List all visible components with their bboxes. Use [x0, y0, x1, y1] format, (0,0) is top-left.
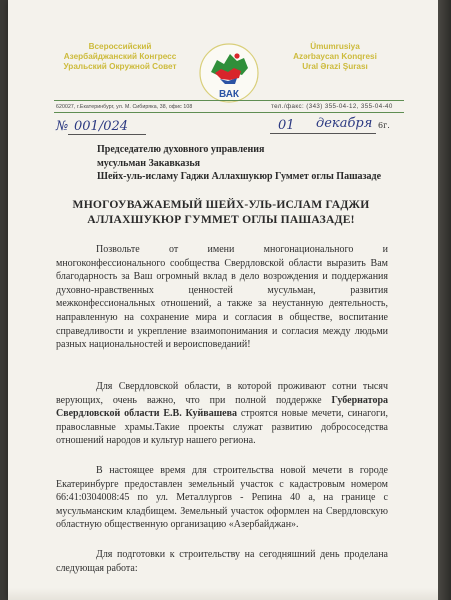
addressee-block	[97, 143, 381, 184]
ref-number: 001/024	[74, 119, 129, 134]
paragraph-1	[56, 243, 388, 352]
org-line: Azərbaycan Konqresi	[293, 52, 377, 61]
page-bottom-fade	[8, 588, 438, 600]
paragraph-2-end: строятся новые мечети, синагоги, православные храмы.Такие проекты служат развитию добрососедства отношений народов и культур нашего региона.	[56, 408, 388, 447]
org-line: Азербайджанский Конгресс	[63, 52, 177, 61]
addressee-line: Шейх-уль-исламу Гаджи Аллахшукюр Гуммет оглы Пашазаде	[97, 171, 382, 182]
ref-number-line	[68, 134, 146, 135]
congress-logo-icon	[197, 42, 261, 104]
date-year: 6г.	[378, 121, 390, 130]
date-line	[270, 133, 376, 134]
letter-page	[8, 0, 438, 600]
salutation-title: МНОГОУВАЖАЕМЫЙ ШЕЙХ-УЛЬ-ИСЛАМ ГАДЖИ АЛЛАХШУКЮР ГУММЕТ ОГЛЫ ПАШАЗАДЕ!	[72, 198, 370, 226]
date-month: декабря	[316, 116, 373, 131]
paragraph-2-start: Для Свердловской области, в которой проживают сотни тысяч верующих, очень важно, что при полной поддержке	[56, 381, 388, 406]
org-phone: тел./факс: (343) 355-04-12, 355-04-40	[271, 103, 393, 110]
logo-text: ВАК	[218, 89, 240, 100]
governor-name: Губернатора Свердловской области Е.В. Куйвашева	[56, 394, 388, 420]
org-line: Уральский Окружной Совет	[63, 62, 177, 71]
header-rule-bottom	[54, 112, 404, 113]
paragraph-3-text: В настоящее время для строительства новой мечети в городе Екатеринбурге предоставлен земельный участок с кадастровым номером 66:41:0304008:45 по ул. Металлургов - Репина 40 а, на границе с мусульманским кладбищем. Земельный участок оформлен на Свердловскую областную общественную организацию «Азербайджан».	[56, 465, 388, 531]
org-line: Ural Ərazi Şurası	[302, 62, 368, 71]
paragraph-4-text: Для подготовки к строительству на сегодняшний день проделана следующая работа:	[56, 549, 388, 574]
paragraph-4	[56, 548, 388, 575]
org-line: Ümumrusiya	[310, 42, 360, 51]
paragraph-1-text: Позвольте от имени многонационального и многоконфессионального сообщества Свердловской области выразить Вам благодарность за Ваш огромный вклад в дело возрождения и поддержания духовно-нравственных ценностей мусульман, развития межконфессиональных отношений, а также за неустанную деятельность, направленную на сохранение мира и согласия в обществе, воспитание справедливости и укрепление взаимопонимания и согласия между людьми разных национальностей и вероисповеданий!	[56, 244, 388, 351]
addressee-line: мусульман Закавказья	[97, 157, 201, 169]
org-address: 620027, г.Екатеринбург, ул. М. Сибиряка, 38, офис 108	[56, 104, 193, 110]
ref-number-prefix: №	[56, 119, 69, 134]
org-line: Всероссийский	[88, 42, 152, 51]
org-name-russian	[56, 42, 184, 72]
addressee-line: Председателю духовного управления	[97, 144, 265, 155]
header-rule-top	[54, 100, 404, 101]
org-name-azerbaijani	[276, 42, 394, 72]
paragraph-2	[56, 380, 388, 448]
background-edge	[438, 0, 451, 600]
paragraph-3	[56, 464, 388, 532]
date-day: 01	[278, 118, 295, 133]
